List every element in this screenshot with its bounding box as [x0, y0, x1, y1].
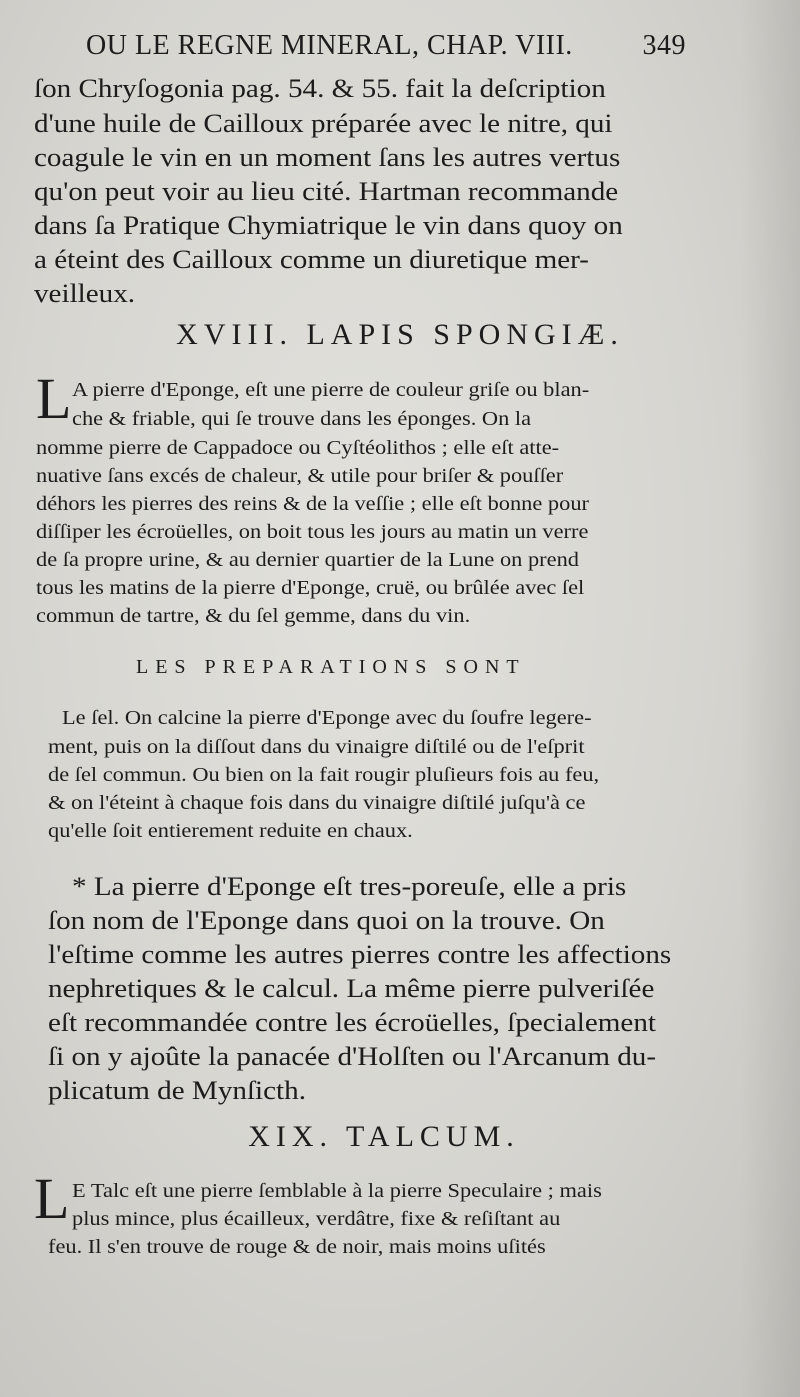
- text-line: ſon Chryſogonia pag. 54. & 55. fait la deſcription: [34, 74, 606, 103]
- section-heading-19: XIX. TALCUM.: [248, 1120, 520, 1153]
- text-line: déhors les pierres des reins & de la veſſie ; elle eſt bonne pour: [36, 493, 589, 515]
- text-line: ment, puis on la diſſout dans du vinaigre diſtilé ou de l'eſprit: [48, 736, 585, 758]
- drop-cap: L: [34, 1166, 70, 1231]
- text-line: * La pierre d'Eponge eſt tres-poreuſe, elle a pris: [72, 872, 627, 901]
- drop-cap: L: [36, 366, 72, 431]
- text-line: & on l'éteint à chaque fois dans du vinaigre diſtilé juſqu'à ce: [48, 792, 586, 814]
- text-line: plus mince, plus écailleux, verdâtre, fixe & reſiſtant au: [72, 1208, 561, 1230]
- text-line: qu'on peut voir au lieu cité. Hartman recommande: [34, 177, 619, 206]
- text-line: d'une huile de Cailloux préparée avec le nitre, qui: [34, 109, 613, 138]
- text-line: tous les matins de la pierre d'Eponge, cruë, ou brûlée avec ſel: [36, 577, 585, 599]
- text-line: diſſiper les écroüelles, on boit tous les jours au matin un verre: [36, 521, 589, 543]
- text-line: de ſel commun. Ou bien on la fait rougir pluſieurs fois au feu,: [48, 764, 600, 786]
- text-line: commun de tartre, & du ſel gemme, dans du vin.: [36, 605, 471, 627]
- text-line: nephretiques & le calcul. La même pierre pulveriſée: [48, 974, 655, 1003]
- text-line: nuative ſans excés de chaleur, & utile pour briſer & pouſſer: [36, 465, 564, 487]
- running-header: [86, 30, 686, 62]
- text-line: dans ſa Pratique Chymiatrique le vin dans quoy on: [34, 211, 623, 240]
- preparations-heading: LES PREPARATIONS SONT: [136, 656, 526, 678]
- text-line: plicatum de Mynſicth.: [48, 1076, 306, 1105]
- text-line: nomme pierre de Cappadoce ou Cyſtéolithos ; elle eſt atte-: [36, 437, 560, 459]
- text-line: Le ſel. On calcine la pierre d'Eponge avec du ſoufre legere-: [62, 707, 592, 729]
- text-line: de ſa propre urine, & au dernier quartier de la Lune on prend: [36, 549, 579, 571]
- text-line: a éteint des Cailloux comme un diuretique mer-: [34, 245, 589, 274]
- section-heading-18: XVIII. LAPIS SPONGIÆ.: [176, 318, 624, 351]
- text-line: ſon nom de l'Eponge dans quoi on la trouve. On: [48, 906, 605, 935]
- text-line: eſt recommandée contre les écroüelles, ſpecialement: [48, 1008, 656, 1037]
- text-line: qu'elle ſoit entierement reduite en chaux.: [48, 820, 413, 842]
- page-edge-shadow: [740, 0, 800, 1397]
- text-line: feu. Il s'en trouve de rouge & de noir, mais moins uſités: [48, 1236, 546, 1258]
- text-line: che & friable, qui ſe trouve dans les éponges. On la: [72, 408, 532, 430]
- text-line: l'eſtime comme les autres pierres contre les affections: [48, 940, 672, 969]
- text-line: A pierre d'Eponge, eſt une pierre de couleur griſe ou blan-: [72, 379, 590, 401]
- running-title: OU LE REGNE MINERAL, CHAP. VIII.: [86, 30, 573, 61]
- text-line: coagule le vin en un moment ſans les autres vertus: [34, 143, 621, 172]
- text-line: E Talc eſt une pierre ſemblable à la pierre Speculaire ; mais: [72, 1180, 602, 1202]
- page-number: 349: [642, 30, 686, 61]
- text-line: ſi on y ajoûte la panacée d'Holſten ou l'Arcanum du-: [48, 1042, 657, 1071]
- text-line: veilleux.: [34, 279, 136, 308]
